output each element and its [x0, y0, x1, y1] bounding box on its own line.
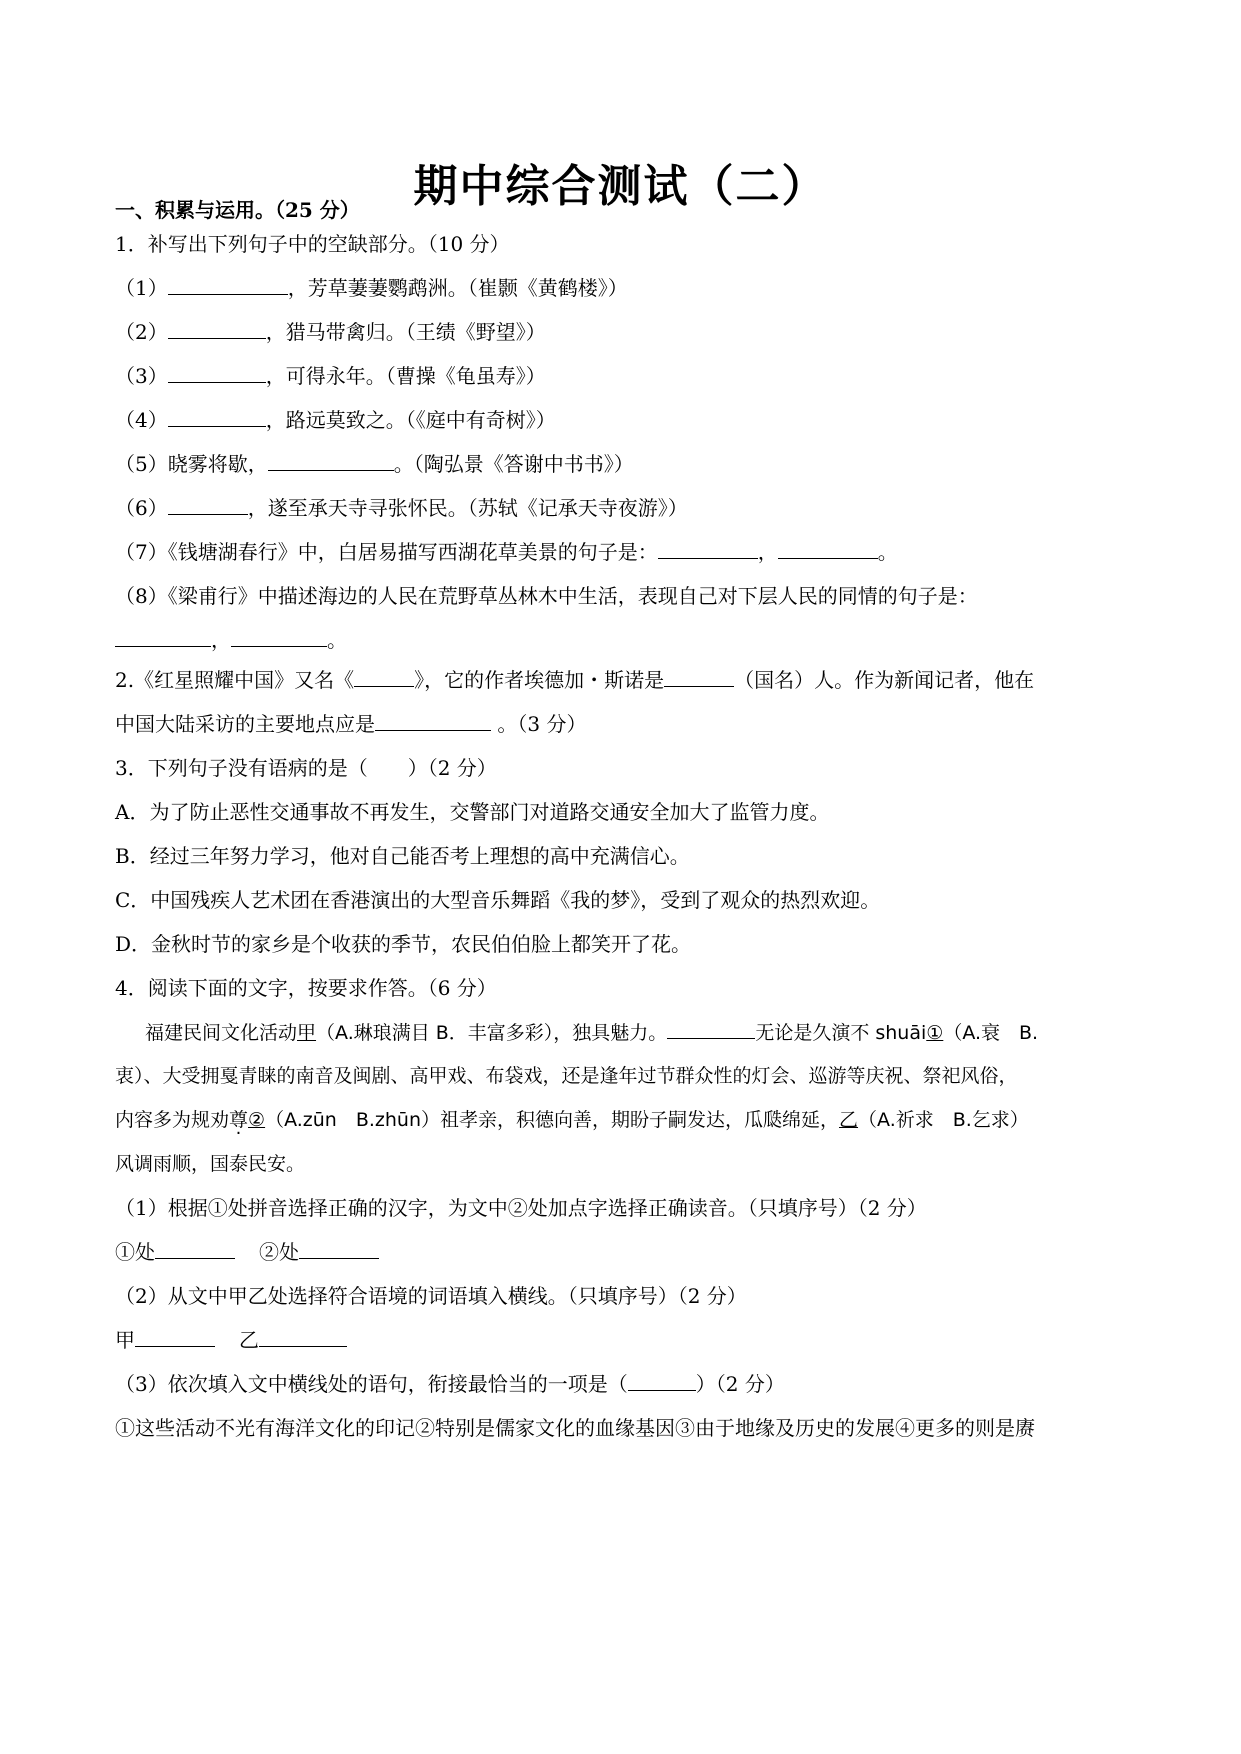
answer-blank[interactable]	[354, 666, 414, 687]
q1-item-2	[115, 318, 546, 346]
q1-item-6	[115, 494, 688, 522]
q2-text: 。（3 分）	[491, 712, 587, 736]
item-number: （4）	[115, 408, 168, 432]
marker-jia: 甲	[297, 1022, 317, 1044]
q1-item-8: （8）《梁甫行》中描述海边的人民在荒野草丛林木中生活，表现自己对下层人民的同情的句子是：	[115, 584, 978, 608]
q2-text: 》，它的作者埃德加・斯诺是	[414, 668, 665, 692]
answer-blank[interactable]	[778, 538, 878, 559]
marker-yi: 乙	[839, 1109, 859, 1131]
q1-item-3	[115, 362, 546, 390]
item-text: ，遂至承天寺寻张怀民。（苏轼《记承天寺夜游》）	[247, 496, 688, 520]
answer-blank[interactable]	[259, 1326, 347, 1347]
answer-blank[interactable]	[168, 406, 266, 427]
passage-text: 无论是久演不 shuāi	[755, 1022, 927, 1044]
answer-blank[interactable]	[375, 710, 491, 731]
section-heading: 一、积累与运用。（25 分）	[115, 198, 360, 222]
item-text: （7）《钱塘湖春行》中，白居易描写西湖花草美景的句子是：	[115, 540, 658, 564]
answer-blank[interactable]	[115, 626, 211, 647]
passage-text: （A.zūn B.zhūn）祖孝亲，积德向善，期盼子嗣发达，瓜瓞绵延，	[265, 1109, 840, 1131]
item-number: （6）	[115, 496, 168, 520]
item-text: ，猎马带禽归。（王绩《野望》）	[265, 320, 546, 344]
q4-sub-3-text: （3）依次填入文中横线处的语句，衔接最恰当的一项是（	[115, 1372, 628, 1396]
item-text: 。（陶弘景《答谢中书书》）	[393, 452, 634, 476]
answer-label: ②处	[259, 1240, 299, 1264]
passage-text: 内容多为规劝	[115, 1109, 230, 1131]
q4-sub-3	[115, 1370, 785, 1398]
question-3-stem: 3．下列句子没有语病的是（ ）（2 分）	[115, 756, 497, 780]
passage-text: （A.琳琅满目 B．丰富多彩），独具魅力。	[316, 1022, 668, 1044]
q4-sub-2-answers	[115, 1326, 347, 1354]
passage-text: （A.衰 B.	[943, 1022, 1039, 1044]
marker-2: ②	[248, 1109, 266, 1131]
answer-label: ①处	[115, 1240, 155, 1264]
answer-blank[interactable]	[168, 274, 288, 295]
q3-option-d: D．金秋时节的家乡是个收获的季节，农民伯伯脸上都笑开了花。	[115, 932, 692, 956]
q3-option-b: B．经过三年努力学习，他对自己能否考上理想的高中充满信心。	[115, 844, 690, 868]
answer-blank[interactable]	[168, 362, 266, 383]
q1-item-7	[115, 538, 898, 566]
answer-label: 甲	[115, 1328, 135, 1352]
q1-item-8-blanks	[115, 626, 347, 654]
q4-sub-3-options: ①这些活动不光有海洋文化的印记②特别是儒家文化的血缘基因③由于地缘及历史的发展④更多的则是赓	[115, 1416, 1035, 1440]
question-2-line-1	[115, 666, 1034, 694]
answer-blank[interactable]	[168, 318, 266, 339]
passage-line-2: 衷）、大受拥戛青睐的南音及闽剧、高甲戏、布袋戏，还是逢年过节群众性的灯会、巡游等庆祝、祭祀风俗，	[115, 1065, 1018, 1087]
question-4-stem: 4．阅读下面的文字，按要求作答。（6 分）	[115, 976, 497, 1000]
item-text: ，可得永年。（曹操《龟虽寿》）	[265, 364, 546, 388]
passage-text: 福建民间文化活动	[145, 1022, 298, 1044]
item-number: （1）	[115, 276, 168, 300]
item-text: ，芳草萋萋鹦鹉洲。（崔颢《黄鹤楼》）	[287, 276, 628, 300]
q2-text: （国名）人。作为新闻记者，他在	[734, 668, 1035, 692]
answer-blank[interactable]	[667, 1018, 755, 1039]
item-number: （2）	[115, 320, 168, 344]
q4-sub-1-answers	[115, 1238, 379, 1266]
passage-line-1	[145, 1018, 1038, 1047]
period: 。	[327, 628, 347, 652]
answer-blank[interactable]	[664, 666, 734, 687]
marker-1: ①	[926, 1022, 944, 1044]
item-number: （5）晓雾将歇，	[115, 452, 268, 476]
item-number: （3）	[115, 364, 168, 388]
dotted-character: 尊	[229, 1109, 249, 1131]
answer-blank[interactable]	[299, 1238, 379, 1259]
q4-sub-3-text: ）（2 分）	[695, 1372, 785, 1396]
page-title: 期中综合测试（二）	[413, 161, 828, 212]
passage-text: （A.祈求 B.乞求）	[858, 1109, 1029, 1131]
q1-item-5	[115, 450, 634, 478]
question-2-line-2	[115, 710, 586, 738]
answer-label: 乙	[239, 1328, 259, 1352]
answer-blank[interactable]	[155, 1238, 235, 1259]
q3-option-a: A．为了防止恶性交通事故不再发生，交警部门对道路交通安全加大了监管力度。	[115, 800, 830, 824]
q4-sub-2: （2）从文中甲乙处选择符合语境的词语填入横线。（只填序号）（2 分）	[115, 1284, 747, 1308]
q2-text: 中国大陆采访的主要地点应是	[115, 712, 375, 736]
answer-blank[interactable]	[231, 626, 327, 647]
q3-option-c: C．中国残疾人艺术团在香港演出的大型音乐舞蹈《我的梦》，受到了观众的热烈欢迎。	[115, 888, 881, 912]
question-1-stem: 1．补写出下列句子中的空缺部分。（10 分）	[115, 232, 510, 256]
comma: ，	[211, 628, 231, 652]
period: 。	[877, 540, 898, 564]
q1-item-1	[115, 274, 628, 302]
passage-line-3	[115, 1106, 1029, 1134]
answer-blank[interactable]	[135, 1326, 215, 1347]
item-text: ，路远莫致之。（《庭中有奇树》）	[265, 408, 556, 432]
q4-sub-1: （1）根据①处拼音选择正确的汉字，为文中②处加点字选择正确读音。（只填序号）（2 分）	[115, 1196, 927, 1220]
answer-blank[interactable]	[268, 450, 394, 471]
answer-blank[interactable]	[168, 494, 248, 515]
answer-blank[interactable]	[658, 538, 758, 559]
answer-blank[interactable]	[628, 1370, 696, 1391]
comma: ，	[757, 540, 778, 564]
q1-item-4	[115, 406, 556, 434]
q2-text: 2.《红星照耀中国》又名《	[115, 668, 355, 692]
passage-line-4: 风调雨顺，国泰民安。	[115, 1153, 306, 1175]
